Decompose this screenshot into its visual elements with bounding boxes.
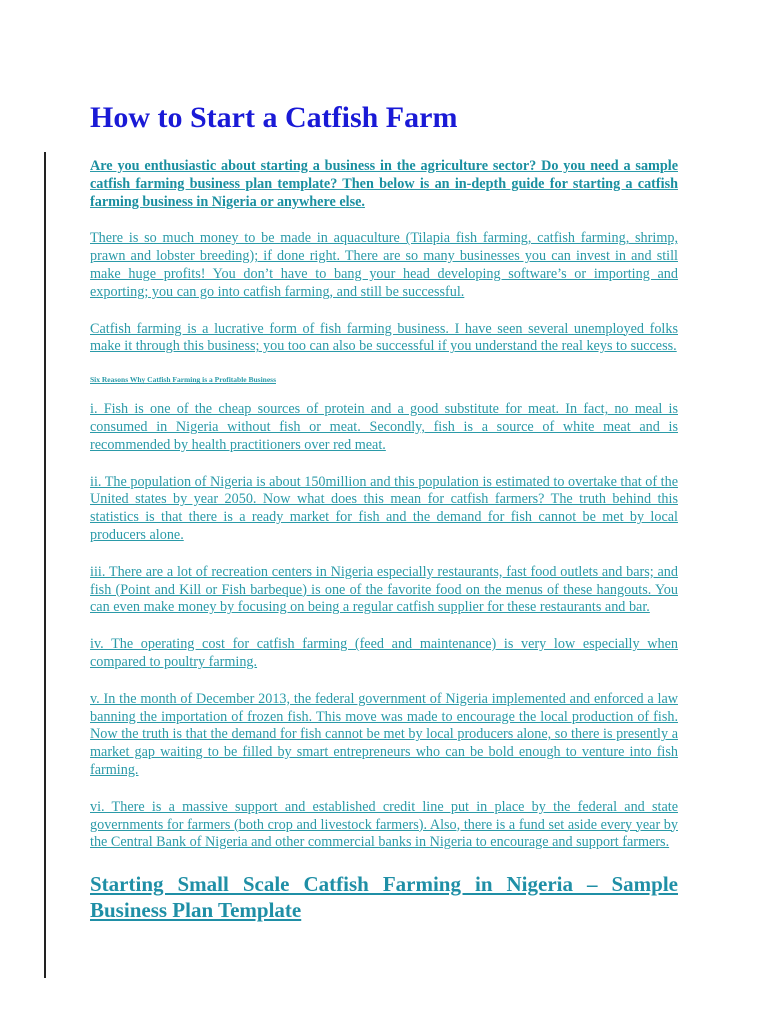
reason-item[interactable]: i. Fish is one of the cheap sources of protein and a good substitute for meat. In fact, no meal is consumed in Nigeria without fish or meat. Secondly, fish is a source of white meat and is recommended by health practitioners over red meat. — [90, 401, 678, 453]
reason-item[interactable]: iii. There are a lot of recreation centers in Nigeria especially restaurants, fast food outlets and bars; and fish (Point and Kill or Fish barbeque) is one of the favorite food on the menus of these hangouts. You can even make money by focusing on being a regular catfish supplier for these restaurants and bar. — [90, 563, 678, 616]
reason-item[interactable]: ii. The population of Nigeria is about 150million and this population is estimated to overtake that of the United states by year 2050. Now what does this mean for catfish farmers? The truth behind this statistics is that there is a ready market for fish and the demand for fish cannot be met by local producers alone. — [90, 473, 678, 543]
body-paragraph[interactable]: Catfish farming is a lucrative form of fish farming business. I have seen several unemployed folks make it through this business; you too can also be successful if you understand the real keys to success. — [90, 320, 678, 355]
intro-paragraph[interactable] — [90, 158, 678, 211]
reason-item[interactable]: iv. The operating cost for catfish farming (feed and maintenance) is very low especially when compared to poultry farming. — [90, 636, 678, 670]
document-page — [90, 100, 678, 923]
page-title: How to Start a Catfish Farm — [90, 101, 458, 134]
reason-item[interactable]: v. In the month of December 2013, the federal government of Nigeria implemented and enforced a law banning the importation of frozen fish. This move was made to encourage the local production of fish. Now the truth is that the demand for fish cannot be met by local producers alone, so there is presently a market gap waiting to be filled by smart entrepreneurs who can be bold enough to venture into fish farming. — [90, 690, 678, 778]
intro-period: . — [361, 193, 365, 210]
section-heading[interactable]: Starting Small Scale Catfish Farming in Nigeria – Sample Business Plan Template — [90, 872, 678, 923]
intro-text[interactable]: Are you enthusiastic about starting a business in the agriculture sector? Do you need a sample catfish farming business plan template? Then below is an in-depth guide for starting a catfish farming business in Nigeria or anywhere else — [90, 158, 678, 210]
reason-item[interactable]: vi. There is a massive support and established credit line put in place by the federal and state governments for farmers (both crop and livestock farmers). Also, there is a fund set aside every year by the Central Bank of Nigeria and other commercial banks in Nigeria to encourage and support farmers. — [90, 798, 678, 851]
body-paragraph[interactable]: There is so much money to be made in aquaculture (Tilapia fish farming, catfish farming, shrimp, prawn and lobster breeding); if done right. There are so many businesses you can invest in and still make huge profits! You don’t have to bang your head developing software’s or importing and exporting; you can go into catfish farming, and still be successful. — [90, 230, 678, 300]
margin-change-bar — [44, 152, 46, 978]
reasons-subheading[interactable]: Six Reasons Why Catfish Farming is a Profitable Business — [90, 375, 276, 385]
